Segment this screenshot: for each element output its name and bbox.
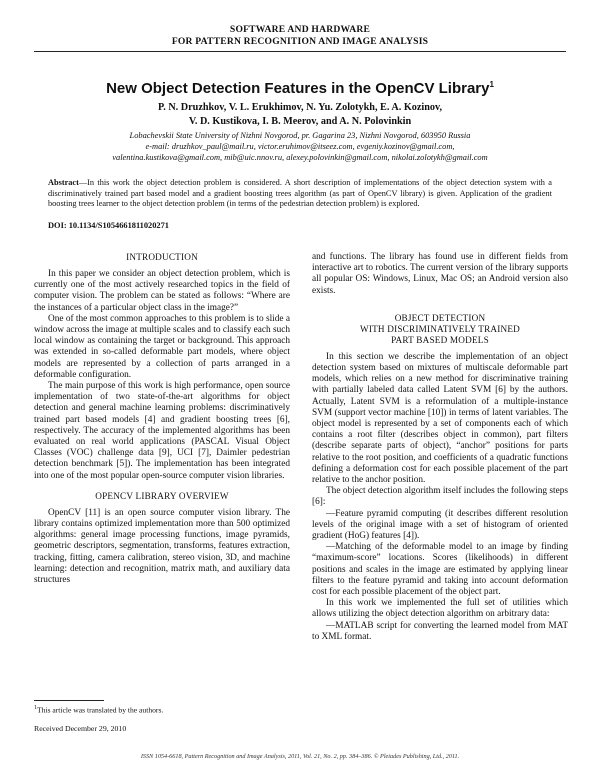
overview-paragraph-1: OpenCV [11] is an open source computer vision library. The library contains optimized implementation more than 500 optimized algorithms: general image processing functions, image pyramids, geometric descriptors, segmentation, transforms, features extraction, tracking, fitting, camera calibration, stereo vision, 3D, and machine learning: detection and recognition, matrix math, and auxiliary data structures: [34, 507, 290, 586]
section-heading-object-detection: [312, 313, 568, 346]
detection-paragraph-6: —MATLAB script for converting the learned model from MAT to XML format.: [312, 620, 568, 642]
heading-line1: OBJECT DETECTION: [394, 312, 486, 323]
intro-paragraph-2: One of the most common approaches to this problem is to slide a window across the image at multiple scales and to classify each such local window as containing the target or background. This approach was extended in so-called deformable part models, where object models are represented by a collection of parts arranged in a deformable configuration.: [34, 313, 290, 380]
footnote: [34, 705, 163, 715]
right-column: [312, 252, 568, 643]
detection-paragraph-1: In this section we describe the implementation of an object detection system based on mixtures of multiscale deformable part models, which relies on a new method for discriminative training with partially labeled data called Latent SVM [6] by the authors. Actually, Latent SVM is a reformulation of a multiple-instance SVM (support vector machine [10]) in terms of latent variables. The object model is represented by a set of components each of which contains a root filter (describes object in common), part filters (describe separate parts of object), “anchor” positions for parts relative to the root position, and coefficients of a quadratic functions defining a deformation cost for each possible placement of the part relative to the anchor position.: [312, 351, 568, 486]
emails-line2: valentina.kustikova@gmail.com, mib@uic.nnov.ru, alexey.polovinkin@gmail.com, nikolai.zolotykh@gmail.com: [112, 153, 488, 162]
emails-line1: e-mail: druzhkov_paul@mail.ru, victor.eruhimov@itseez.com, evgeniy.kozinov@gmail.com,: [145, 142, 455, 151]
affiliation-block: [0, 130, 600, 163]
intro-paragraph-3: The main purpose of this work is high performance, open source implementation of two state-of-the-art algorithms for object detection and general machine learning problems: discriminatively trained part based models [4] and gradient boosting trees [6], respectively. The accuracy of the implemented algorithms has been evaluated on real world applications (PASCAL Visual Object Classes (VOC) challenge data [9], UCI [7], Daimler pedestrian detection benchmark [5]). The implementation has been integrated into one of the most popular open-source computer vision libraries.: [34, 381, 290, 481]
footnote-rule: [34, 700, 104, 701]
detection-paragraph-4: —Matching of the deformable model to an image by finding “maximum-score” locations. Scores (likelihoods) in different positions and scales in the image are estimated by applying linear filters to the feature pyramid and taking into account deformation cost for each possible placement of the object part.: [312, 542, 568, 598]
section-heading-introduction: INTRODUCTION: [126, 252, 198, 262]
heading-line2: WITH DISCRIMINATIVELY TRAINED: [359, 323, 521, 334]
heading-line3: PART BASED MODELS: [391, 334, 489, 345]
authors-line2: V. D. Kustikova, I. B. Meerov, and A. N. Polovinkin: [188, 116, 412, 127]
received-date: Received December 29, 2010: [34, 724, 127, 733]
abstract-label: Abstract: [48, 178, 79, 187]
journal-header-line1: SOFTWARE AND HARDWARE: [229, 24, 371, 35]
doi: DOI: 10.1134/S1054661811020271: [48, 221, 169, 230]
header-rule: [34, 51, 566, 52]
affiliation: Lobachevskii State University of Nizhni Novgorod, pr. Gagarina 23, Nizhni Novgorod, 603950 Russia: [129, 131, 471, 140]
author-list: [0, 101, 600, 129]
detection-paragraph-3: —Feature pyramid computing (it describes different resolution levels of the original image with a set of histogram of oriented gradient (HoG) features [4]).: [312, 508, 568, 542]
detection-paragraph-2: The object detection algorithm itself includes the following steps [6]:: [312, 486, 568, 508]
overview-continuation: and functions. The library has found use in different fields from interactive art to robotics. The current version of the library supports all popular OS: Windows, Linux, Mac OS; an Android version also exists.: [312, 252, 568, 296]
footnote-text: This article was translated by the authors.: [37, 705, 164, 715]
abstract: [48, 178, 552, 210]
authors-line1: P. N. Druzhkov, V. L. Erukhimov, N. Yu. Zolotykh, E. A. Kozinov,: [157, 102, 443, 113]
footnote-mark: 1: [34, 705, 37, 711]
section-heading-overview: OPENCV LIBRARY OVERVIEW: [95, 490, 229, 501]
journal-header: [0, 24, 600, 48]
abstract-text: —In this work the object detection problem is considered. A short description of implementations of the object detection system with a discriminatively trained part based model and a gradient boosting trees algorithm (as part of OpenCV library) is given. Application of the gradient boosting trees learner to the object detection problem (in terms of the pedestrian detection problem) is explored.: [48, 178, 552, 208]
intro-paragraph-1: In this paper we consider an object detection problem, which is currently one of the most actively researched topics in the field of computer vision. The problem can be stated as follows: “Where are the instances of a particular object class in the image?”: [34, 269, 290, 313]
journal-header-line2: FOR PATTERN RECOGNITION AND IMAGE ANALYSIS: [171, 36, 429, 47]
detection-paragraph-5: In this work we implemented the full set of utilities which allows utilizing the object detection algorithm on arbitrary data:: [312, 598, 568, 620]
paper-title-text: New Object Detection Features in the OpenCV Library: [106, 80, 490, 97]
issn-footer: ISSN 1054-6618, Pattern Recognition and Image Analysis, 2011, Vol. 21, No. 2, pp. 384–386. © Pleiades Publishing, Ltd., 2011.: [140, 753, 460, 760]
title-footnote-mark: 1: [489, 80, 494, 89]
left-column: [34, 252, 290, 586]
paper-title: [0, 80, 600, 97]
